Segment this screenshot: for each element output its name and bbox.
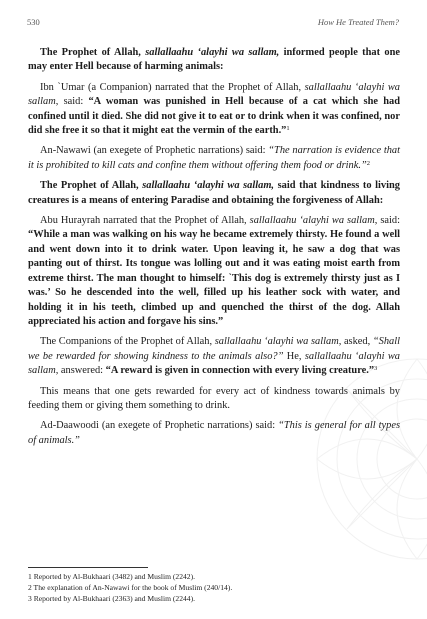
text-run: An-Nawawi (an exegete of Prophetic narrations) said: <box>40 145 269 157</box>
text-run: This means that one gets rewarded for every act of kindness towards animals by feeding them or giving them something to drink. <box>28 385 400 411</box>
text-run: answered: <box>58 365 106 377</box>
footnote-marker[interactable]: 1 <box>286 125 290 133</box>
text-run: , said: <box>55 96 89 108</box>
paragraph-1 <box>28 46 400 75</box>
italic-quote: “The narration is evidence that it is prohibited to kill cats and confine them without offering them food or drink.” <box>28 145 400 171</box>
paragraph-6 <box>28 335 400 378</box>
running-title: How He Treated Them? <box>317 17 399 27</box>
text-run: said that kindness to living creatures is a means of entering Paradise and obtaining the forgiveness of Allah: <box>28 180 400 206</box>
footnote-1: 1 Reported by Al-Bukhaari (3482) and Muslim (2242). <box>28 572 196 581</box>
footnotes <box>28 567 233 604</box>
italic-honorific: sallallaahu ‘alayhi wa sallam, <box>142 180 275 192</box>
bold-quote: “While a man was walking on his way he became extremely thirsty. He found a well and went down into it to drink water. Upon leaving it, he saw a dog that was panting out of thirst. Its tongue was lolling out and it was eating moist earth from extreme thirst. The man thought to himself: `This dog is extremely thirsty just as I was.’ So he descended into the well, filled up his leather sock with water, and holding it in his teeth, climbed up and quenched the thirst of the dog. Allah appreciated his action and forgave his sins.” <box>28 229 400 327</box>
paragraph-7 <box>28 385 400 414</box>
body-text <box>28 46 400 454</box>
italic-quote: “This is general for all types of animals.” <box>28 420 400 446</box>
bold-quote: “A reward is given in connection with every living creature.” <box>105 365 375 377</box>
page-number: 530 <box>27 17 40 27</box>
text-run: The Prophet of Allah, <box>40 47 146 58</box>
text-run: The Prophet of Allah, <box>40 180 143 192</box>
text-run: , said: <box>374 215 401 227</box>
text-run: The Companions of the Prophet of Allah, <box>40 336 215 348</box>
text-run: informed people that one may enter Hell because of harming animals: <box>28 47 400 73</box>
text-run: Abu Hurayrah narrated that the Prophet of Allah, <box>40 215 250 227</box>
paragraph-3 <box>28 144 400 173</box>
paragraph-5 <box>28 214 400 329</box>
text-run: Ad-Daawoodi (an exegete of Prophetic narrations) said: <box>40 420 279 432</box>
bold-quote: “A woman was punished in Hell because of a cat which she had confined until it died. She did not give it to eat or to drink when it was confined, nor did she free it so that it might eat the vermin of the earth.” <box>28 96 400 137</box>
text-run: Ibn `Umar (a Companion) narrated that the Prophet of Allah, <box>40 81 305 93</box>
paragraph-8 <box>28 419 400 448</box>
text-run: asked, <box>341 336 373 348</box>
italic-honorific: sallallaahu ‘alayhi wa sallam, <box>28 350 400 377</box>
italic-honorific: sallallaahu ‘alayhi wa sallam <box>28 81 400 108</box>
italic-honorific: sallallaahu ‘alayhi wa sallam, <box>145 47 280 58</box>
footnote-marker[interactable]: 2 <box>366 159 370 167</box>
footnote-2: 2 The explanation of An-Nawawi for the book of Muslim (240/14). <box>28 583 233 592</box>
italic-honorific: sallallaahu ‘alayhi wa sallam <box>249 215 375 227</box>
italic-honorific: sallallaahu ‘alayhi wa sallam, <box>214 336 342 348</box>
paragraph-4 <box>28 179 400 208</box>
italic-quote: “Shall we be rewarded for showing kindness to the animals also?’’ <box>28 336 400 362</box>
footnote-3: 3 Reported by Al-Bukhaari (2363) and Muslim (2244). <box>28 594 196 603</box>
footnote-marker[interactable]: 3 <box>374 365 378 373</box>
text-run: He, <box>283 350 305 362</box>
page-header <box>27 17 399 31</box>
paragraph-2 <box>28 81 400 139</box>
